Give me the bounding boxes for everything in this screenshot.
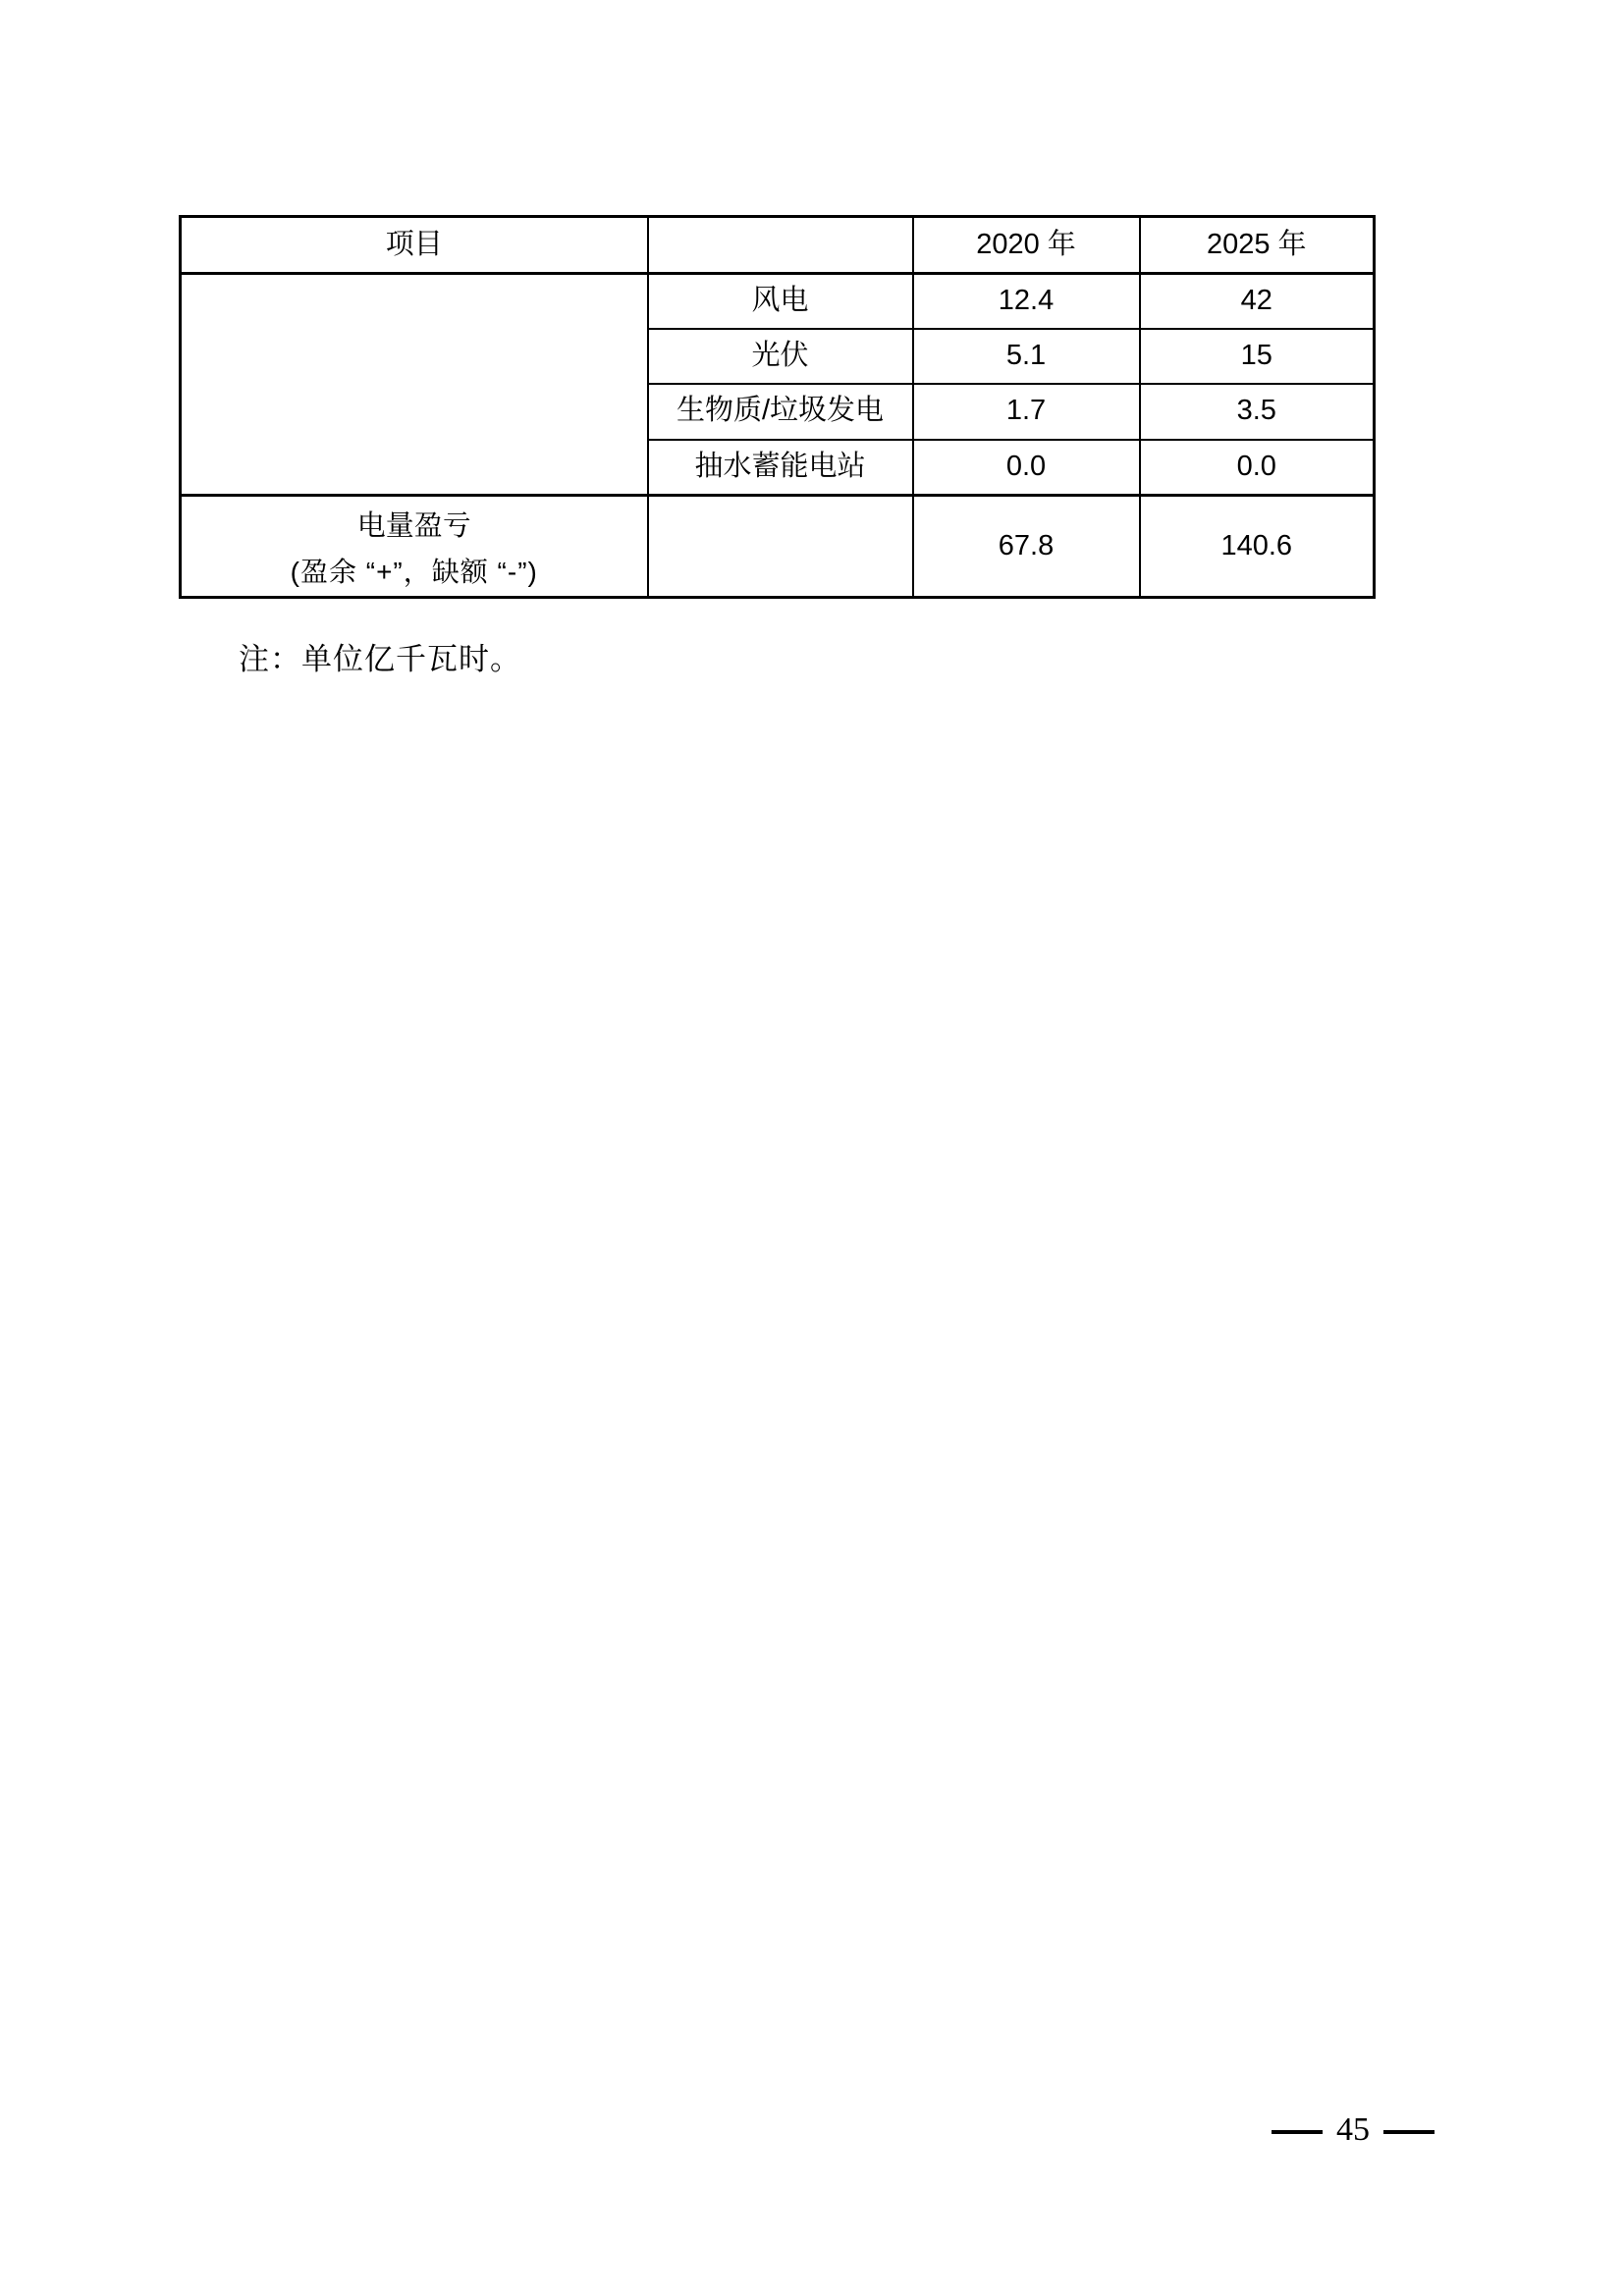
row-label: 风电 bbox=[648, 274, 913, 329]
page-number bbox=[1260, 2110, 1446, 2154]
summary-label-cell bbox=[181, 496, 648, 598]
value-2020: 5.1 bbox=[913, 329, 1140, 384]
table-header-row bbox=[181, 217, 1375, 274]
unit-note: 注：单位亿千瓦时。 bbox=[239, 642, 521, 676]
summary-value-2025: 140.6 bbox=[1140, 496, 1375, 598]
value-2020: 1.7 bbox=[913, 384, 1140, 440]
summary-subtitle: (盈余 “+”，缺额 “-”) bbox=[290, 557, 538, 588]
summary-value-2020: 67.8 bbox=[913, 496, 1140, 598]
value-2025: 0.0 bbox=[1140, 440, 1375, 496]
table-summary-row bbox=[181, 496, 1375, 598]
row-label: 生物质/垃圾发电 bbox=[648, 384, 913, 440]
value-2025: 3.5 bbox=[1140, 384, 1375, 440]
page-number-dash-right bbox=[1383, 2130, 1435, 2134]
value-2025: 15 bbox=[1140, 329, 1375, 384]
value-2020: 12.4 bbox=[913, 274, 1140, 329]
table-row bbox=[181, 274, 1375, 329]
row-label: 光伏 bbox=[648, 329, 913, 384]
power-balance-table bbox=[179, 215, 1376, 599]
merged-blank-cell bbox=[181, 274, 648, 496]
summary-title: 电量盈亏 bbox=[356, 509, 471, 542]
header-cell-project: 项目 bbox=[181, 217, 648, 274]
value-2025: 42 bbox=[1140, 274, 1375, 329]
page-number-dash-left bbox=[1272, 2130, 1323, 2134]
row-label: 抽水蓄能电站 bbox=[648, 440, 913, 496]
header-cell-2020: 2020 年 bbox=[913, 217, 1140, 274]
header-cell-2025: 2025 年 bbox=[1140, 217, 1375, 274]
page-number-value: 45 bbox=[1336, 2111, 1370, 2148]
header-cell-blank bbox=[648, 217, 913, 274]
summary-blank-cell bbox=[648, 496, 913, 598]
value-2020: 0.0 bbox=[913, 440, 1140, 496]
